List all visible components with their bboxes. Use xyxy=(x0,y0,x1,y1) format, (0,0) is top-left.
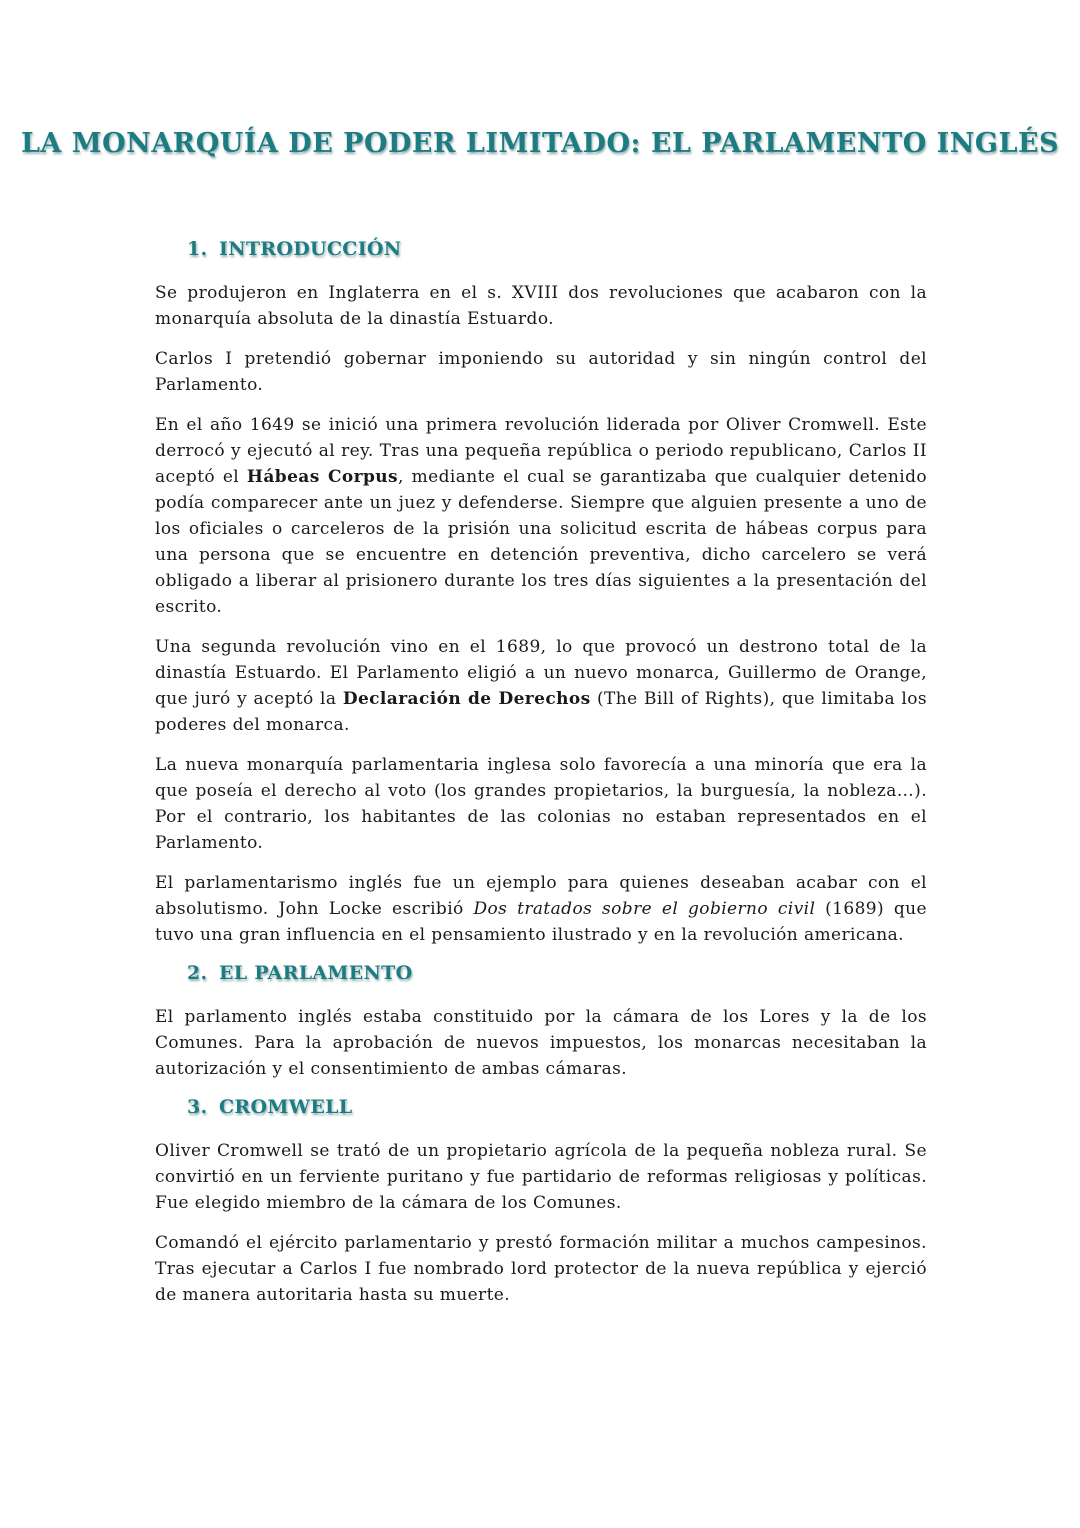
paragraph: El parlamento inglés estaba constituido por la cámara de los Lores y la de los Comunes. Para la aprobación de nuevos impuestos, los monarcas necesitaban la autorización y el consentimiento de ambas cámaras. xyxy=(155,1007,927,1079)
section-title: EL PARLAMENTO xyxy=(219,962,413,984)
paragraph: La nueva monarquía parlamentaria inglesa solo favorecía a una minoría que era la que poseía el derecho al voto (los grandes propietarios, la burguesía, la nobleza…). Por el contrario, los habitantes de las colonias no estaban representados en el Parlamento. xyxy=(155,755,927,853)
paragraph: Se produjeron en Inglaterra en el s. XVIII dos revoluciones que acabaron con la monarquía absoluta de la dinastía Estuardo. xyxy=(155,283,927,329)
section-title: CROMWELL xyxy=(219,1096,353,1118)
paragraph: Carlos I pretendió gobernar imponiendo su autoridad y sin ningún control del Parlamento. xyxy=(155,349,927,395)
paragraph-text: Una segunda revolución vino en el 1689, lo que provocó un destrono total de la dinastía Estuardo. El Parlamento eligió a un nuevo monarca, Guillermo de Orange, que juró y aceptó la xyxy=(155,637,927,709)
paragraph: Oliver Cromwell se trató de un propietario agrícola de la pequeña nobleza rural. Se convirtió en un ferviente puritano y fue partidario de reformas religiosas y políticas. Fue elegido miembro de la cámara de los Comunes. xyxy=(155,1141,927,1213)
paragraph-text: (1689) que tuvo una gran influencia en el pensamiento ilustrado y en la revolución americana. xyxy=(155,899,927,945)
bold-term-declaracion-derechos: Declaración de Derechos xyxy=(342,689,591,709)
section-heading-cromwell xyxy=(187,1096,927,1118)
section-number: 3. xyxy=(187,1096,208,1118)
paragraph xyxy=(155,412,927,620)
document-title: LA MONARQUÍA DE PODER LIMITADO: EL PARLAMENTO INGLÉS xyxy=(20,128,1060,159)
paragraph-text: En el año 1649 se inició una primera revolución liderada por Oliver Cromwell. Este derrocó y ejecutó al rey. Tras una pequeña república o periodo republicano, Carlos II aceptó el xyxy=(155,415,927,487)
section-number: 1. xyxy=(187,238,208,260)
section-heading-el-parlamento xyxy=(187,962,927,984)
paragraph: Comandó el ejército parlamentario y prestó formación militar a muchos campesinos. Tras ejecutar a Carlos I fue nombrado lord protector de la nueva república y ejerció de manera autoritaria hasta su muerte. xyxy=(155,1233,927,1305)
section-number: 2. xyxy=(187,962,208,984)
paragraph-text: (The Bill of Rights), que limitaba los poderes del monarca. xyxy=(155,689,927,735)
section-heading-introduccion xyxy=(187,238,927,260)
document-body xyxy=(155,238,927,1322)
bold-term-habeas-corpus: Hábeas Corpus xyxy=(246,467,399,487)
paragraph xyxy=(155,870,927,948)
section-title: INTRODUCCIÓN xyxy=(219,238,402,260)
paragraph-text: , mediante el cual se garantizaba que cualquier detenido podía comparecer ante un juez y defenderse. Siempre que alguien presente a uno de los oficiales o carceleros de la prisión una solicitud escrita de hábeas corpus para una persona que se encuentre en detención preventiva, dicho carcelero se verá obligado a liberar al prisionero durante los tres días siguientes a la presentación del escrito. xyxy=(155,467,927,617)
paragraph-text: El parlamentarismo inglés fue un ejemplo para quienes deseaban acabar con el absolutismo. John Locke escribió xyxy=(155,873,927,919)
italic-book-title: Dos tratados sobre el gobierno civil xyxy=(473,899,816,919)
paragraph xyxy=(155,634,927,738)
